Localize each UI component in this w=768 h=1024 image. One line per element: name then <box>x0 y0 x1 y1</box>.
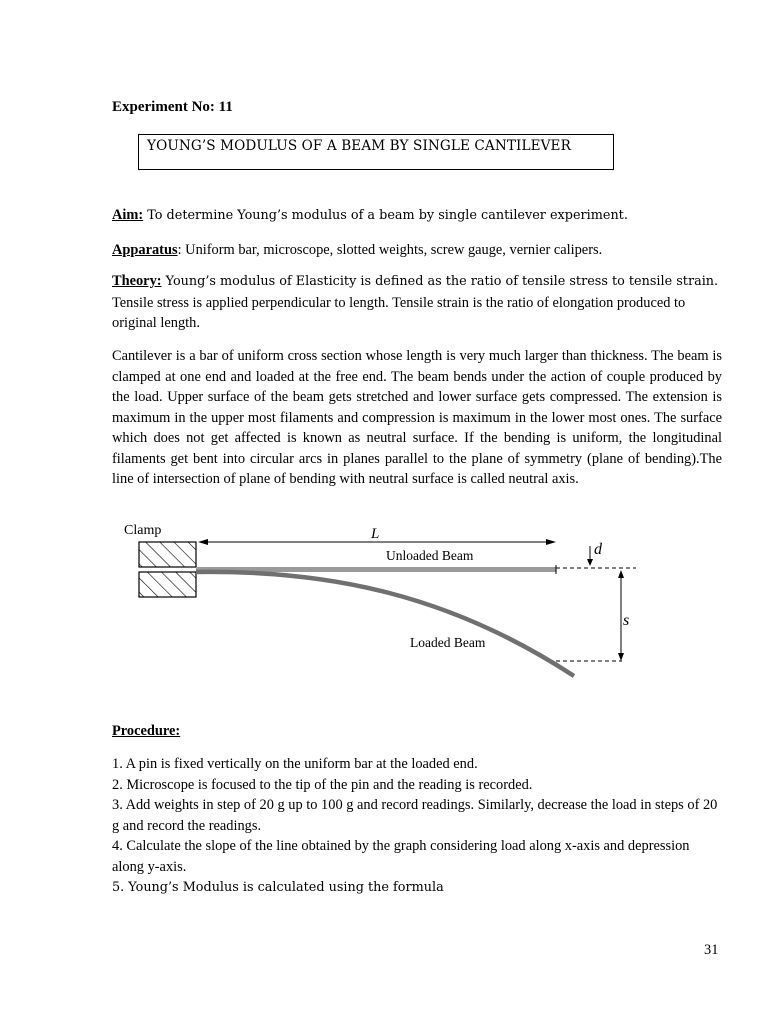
s-marker-top-head <box>618 570 624 578</box>
s-marker-bottom-head <box>618 653 624 661</box>
procedure-heading: Procedure: <box>112 723 181 739</box>
theory-text-rest: Tensile stress is applied perpendicular to length. Tensile strain is the ratio of elongation produced to original length. <box>112 294 686 331</box>
apparatus-text: : Uniform bar, microscope, slotted weights, screw gauge, vernier calipers. <box>177 242 603 258</box>
apparatus-paragraph <box>112 240 722 261</box>
procedure-steps <box>112 754 722 898</box>
cantilever-diagram <box>0 510 768 690</box>
theory-text-line1: Young’s modulus of Elasticity is defined as the ratio of tensile stress to tensile strain. <box>161 274 719 289</box>
theory-label: Theory: <box>112 273 162 289</box>
aim-label: Aim: <box>112 207 144 223</box>
procedure-step-1: 1. A pin is fixed vertically on the uniform bar at the loaded end. <box>112 756 478 772</box>
clamp-label: Clamp <box>124 523 162 538</box>
d-label: d <box>594 541 602 558</box>
procedure-step-5: 5. Young’s Modulus is calculated using the formula <box>112 879 444 895</box>
length-arrow-right-head <box>546 539 556 545</box>
length-label: L <box>371 526 380 542</box>
loaded-beam <box>196 572 574 676</box>
cantilever-paragraph: Cantilever is a bar of uniform cross section whose length is very much larger than thickness. The beam is clamped at one end and loaded at the free end. The beam bends under the action of couple produced by the load. Upper surface of the beam gets stretched and lower surface gets compressed. The extension is maximum in the upper most filaments and compression is maximum in the lower most ones. The surface which does not get affected is known as neutral surface. If the bending is uniform, the longitudinal filaments get bent into circular arcs in planes parallel to the plane of symmetry (plane of bending).The line of intersection of plane of bending with neutral surface is called neutral axis. <box>112 348 722 487</box>
s-label: s <box>623 612 630 629</box>
loaded-beam-label: Loaded Beam <box>410 635 486 650</box>
clamp-upper-block <box>139 542 196 567</box>
procedure-step-2: 2. Microscope is focused to the tip of the pin and the reading is recorded. <box>112 776 533 793</box>
d-marker-head <box>587 559 593 566</box>
experiment-number: Experiment No: 11 <box>112 99 233 115</box>
procedure-step-3: 3. Add weights in step of 20 g up to 100 g and record readings. Similarly, decrease the load in steps of 20 g and record the readings. <box>112 797 718 834</box>
apparatus-label: Apparatus <box>112 242 178 258</box>
unloaded-beam-label: Unloaded Beam <box>386 548 474 563</box>
theory-paragraph <box>112 271 722 334</box>
length-arrow-left-head <box>198 539 208 545</box>
aim-text: To determine Young’s modulus of a beam by single cantilever experiment. <box>143 208 628 223</box>
experiment-title: YOUNG’S MODULUS OF A BEAM BY SINGLE CANTILEVER <box>138 134 614 170</box>
clamp-lower-block <box>139 572 196 597</box>
procedure-step-4: 4. Calculate the slope of the line obtained by the graph considering load along x-axis and depression along y-axis. <box>112 838 690 875</box>
aim-paragraph <box>112 205 722 227</box>
page-number: 31 <box>704 942 719 958</box>
